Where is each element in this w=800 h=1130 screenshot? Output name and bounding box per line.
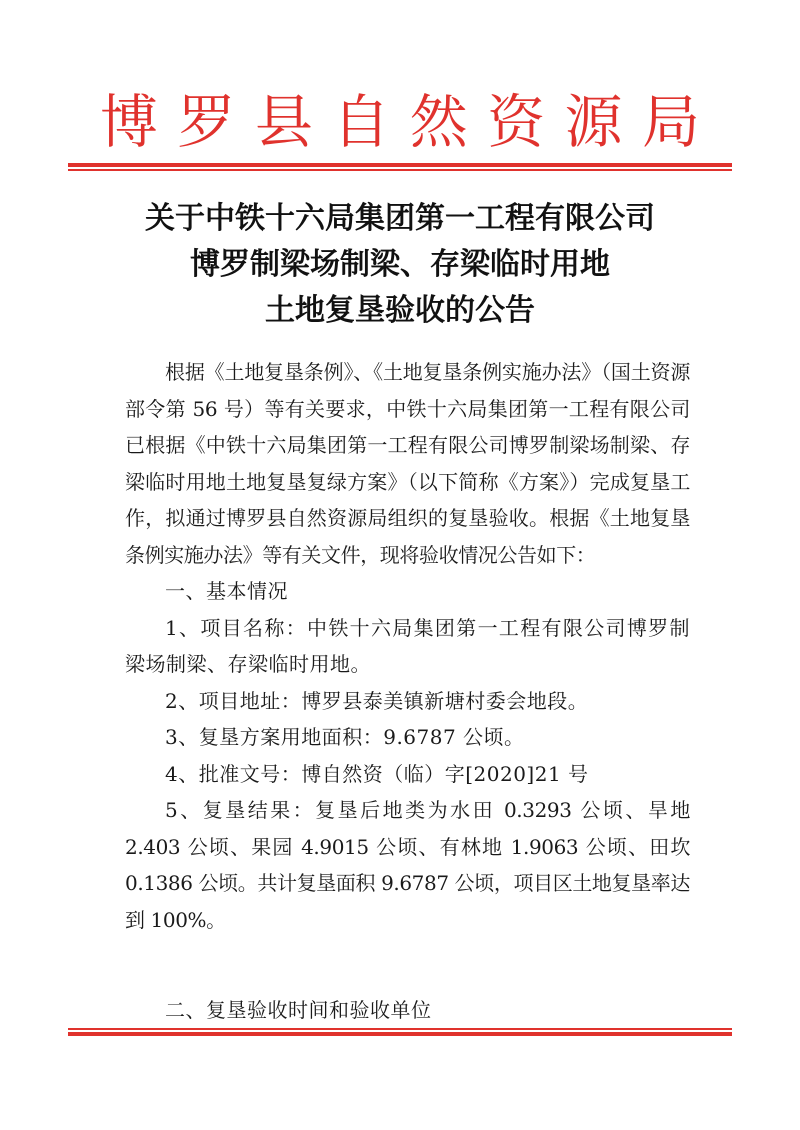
masthead-char: 博: [100, 88, 159, 156]
masthead-rule-thin: [68, 169, 732, 171]
masthead-char: 局: [641, 88, 700, 156]
item-approval-number: 4、批准文号：博自然资（临）字[2020]21 号: [165, 761, 589, 786]
masthead-char: 资: [487, 88, 546, 156]
masthead-char: 然: [409, 88, 468, 156]
masthead-char: 罗: [177, 88, 236, 156]
masthead-char: 源: [564, 88, 623, 156]
item-plan-area: 3、复垦方案用地面积：9.6787 公顷。: [165, 725, 525, 749]
title-line-2: 博罗制梁场制梁、存梁临时用地: [190, 247, 610, 282]
notice-body: [125, 354, 690, 938]
item-project-name: 1、项目名称：中铁十六局集团第一工程有限公司博罗制梁场制梁、存梁临时用地。: [125, 615, 690, 676]
footer-rule-thin: [68, 1028, 732, 1030]
section-heading-basic-info: 一、基本情况: [165, 579, 288, 603]
masthead: [100, 82, 700, 162]
notice-title: [60, 196, 740, 334]
masthead-char: 自: [332, 88, 391, 156]
masthead-char: 县: [254, 88, 313, 156]
item-reclamation-result: 5、复垦结果：复垦后地类为水田 0.3293 公顷、旱地 2.403 公顷、果园 4.9015 公顷、有林地 1.9063 公顷、田坎 0.1386 公顷。共计复垦面积 9.6787 公顷，项目区土地复垦率达到 100%。: [125, 798, 690, 932]
footer-rule-thick: [68, 1032, 732, 1036]
masthead-rule-thick: [68, 163, 732, 167]
intro-paragraph: 根据《土地复垦条例》、《土地复垦条例实施办法》（国土资源部令第 56 号）等有关要求，中铁十六局集团第一工程有限公司已根据《中铁十六局集团第一工程有限公司博罗制梁场制梁、存梁临时用地土地复垦复绿方案》（以下简称《方案》）完成复垦工作，拟通过博罗县自然资源局组织的复垦验收。根据《土地复垦条例实施办法》等有关文件，现将验收情况公告如下：: [125, 360, 690, 567]
section-heading-acceptance: 二、复垦验收时间和验收单位: [165, 998, 432, 1022]
item-project-address: 2、项目地址：博罗县泰美镇新塘村委会地段。: [165, 688, 589, 713]
title-line-1: 关于中铁十六局集团第一工程有限公司: [145, 201, 655, 236]
title-line-3: 土地复垦验收的公告: [265, 293, 535, 328]
